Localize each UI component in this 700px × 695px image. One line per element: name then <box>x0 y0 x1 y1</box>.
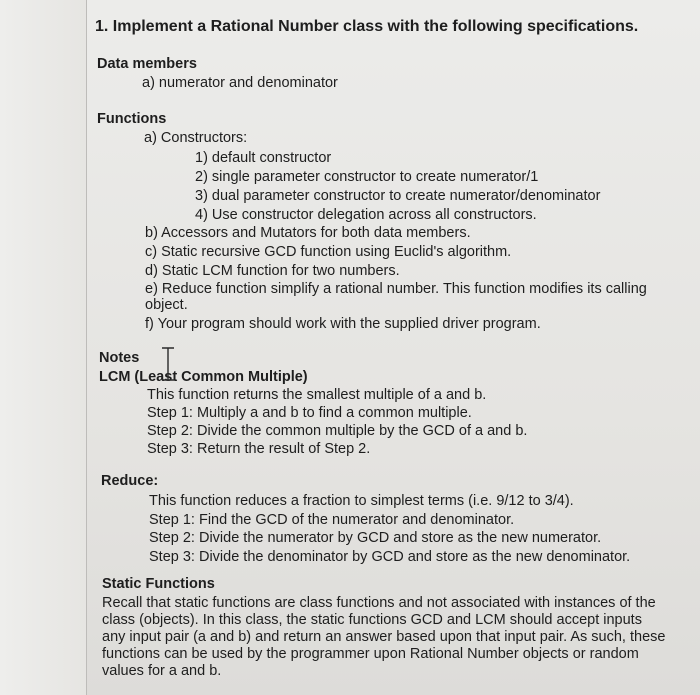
data-members-heading: Data members <box>97 56 197 72</box>
lcm-line: Step 2: Divide the common multiple by the GCD of a and b. <box>147 423 528 439</box>
lcm-line: Step 3: Return the result of Step 2. <box>147 441 371 457</box>
static-functions-heading: Static Functions <box>102 576 215 592</box>
static-functions-line: values for a and b. <box>102 663 222 679</box>
functions-heading: Functions <box>97 111 167 127</box>
page-title: 1. Implement a Rational Number class with the following specifications. <box>95 18 639 35</box>
lcm-line: Step 1: Multiply a and b to find a common multiple. <box>147 405 472 421</box>
reduce-line: Step 2: Divide the numerator by GCD and store as the new numerator. <box>149 530 602 546</box>
lcm-line: This function returns the smallest multiple of a and b. <box>147 387 487 403</box>
notes-heading: Notes <box>99 350 140 366</box>
static-functions-line: functions can be used by the programmer upon Rational Number objects or random <box>102 646 639 662</box>
functions-item-f: f) Your program should work with the supplied driver program. <box>145 316 541 332</box>
static-functions-line: Recall that static functions are class functions and not associated with instances of the <box>102 595 656 611</box>
reduce-line: Step 3: Divide the denominator by GCD and store as the new denominator. <box>149 549 631 565</box>
functions-item-c: c) Static recursive GCD function using Euclid's algorithm. <box>145 244 512 260</box>
functions-item-a2: 2) single parameter constructor to create numerator/1 <box>195 169 539 185</box>
functions-item-d: d) Static LCM function for two numbers. <box>145 263 400 279</box>
functions-item-a4: 4) Use constructor delegation across all constructors. <box>195 207 537 223</box>
margin-divider <box>86 0 87 695</box>
left-margin <box>0 0 86 695</box>
lcm-heading: LCM (Least Common Multiple) <box>99 369 308 385</box>
static-functions-line: class (objects). In this class, the static functions GCD and LCM should accept inputs <box>102 612 642 628</box>
text-cursor-icon <box>160 347 176 381</box>
data-members-item-a: a) numerator and denominator <box>142 75 338 91</box>
functions-item-e-line2: object. <box>145 297 188 313</box>
reduce-line: Step 1: Find the GCD of the numerator and denominator. <box>149 512 515 528</box>
functions-item-e-line1: e) Reduce function simplify a rational number. This function modifies its calling <box>145 281 647 297</box>
functions-item-a3: 3) dual parameter constructor to create numerator/denominator <box>195 188 601 204</box>
reduce-line: This function reduces a fraction to simplest terms (i.e. 9/12 to 3/4). <box>149 493 574 509</box>
reduce-heading: Reduce: <box>101 473 159 489</box>
functions-item-b: b) Accessors and Mutators for both data members. <box>145 225 471 241</box>
static-functions-line: any input pair (a and b) and return an answer based upon that input pair. As such, these <box>102 629 666 645</box>
functions-item-a1: 1) default constructor <box>195 150 332 166</box>
functions-item-a: a) Constructors: <box>144 130 248 146</box>
